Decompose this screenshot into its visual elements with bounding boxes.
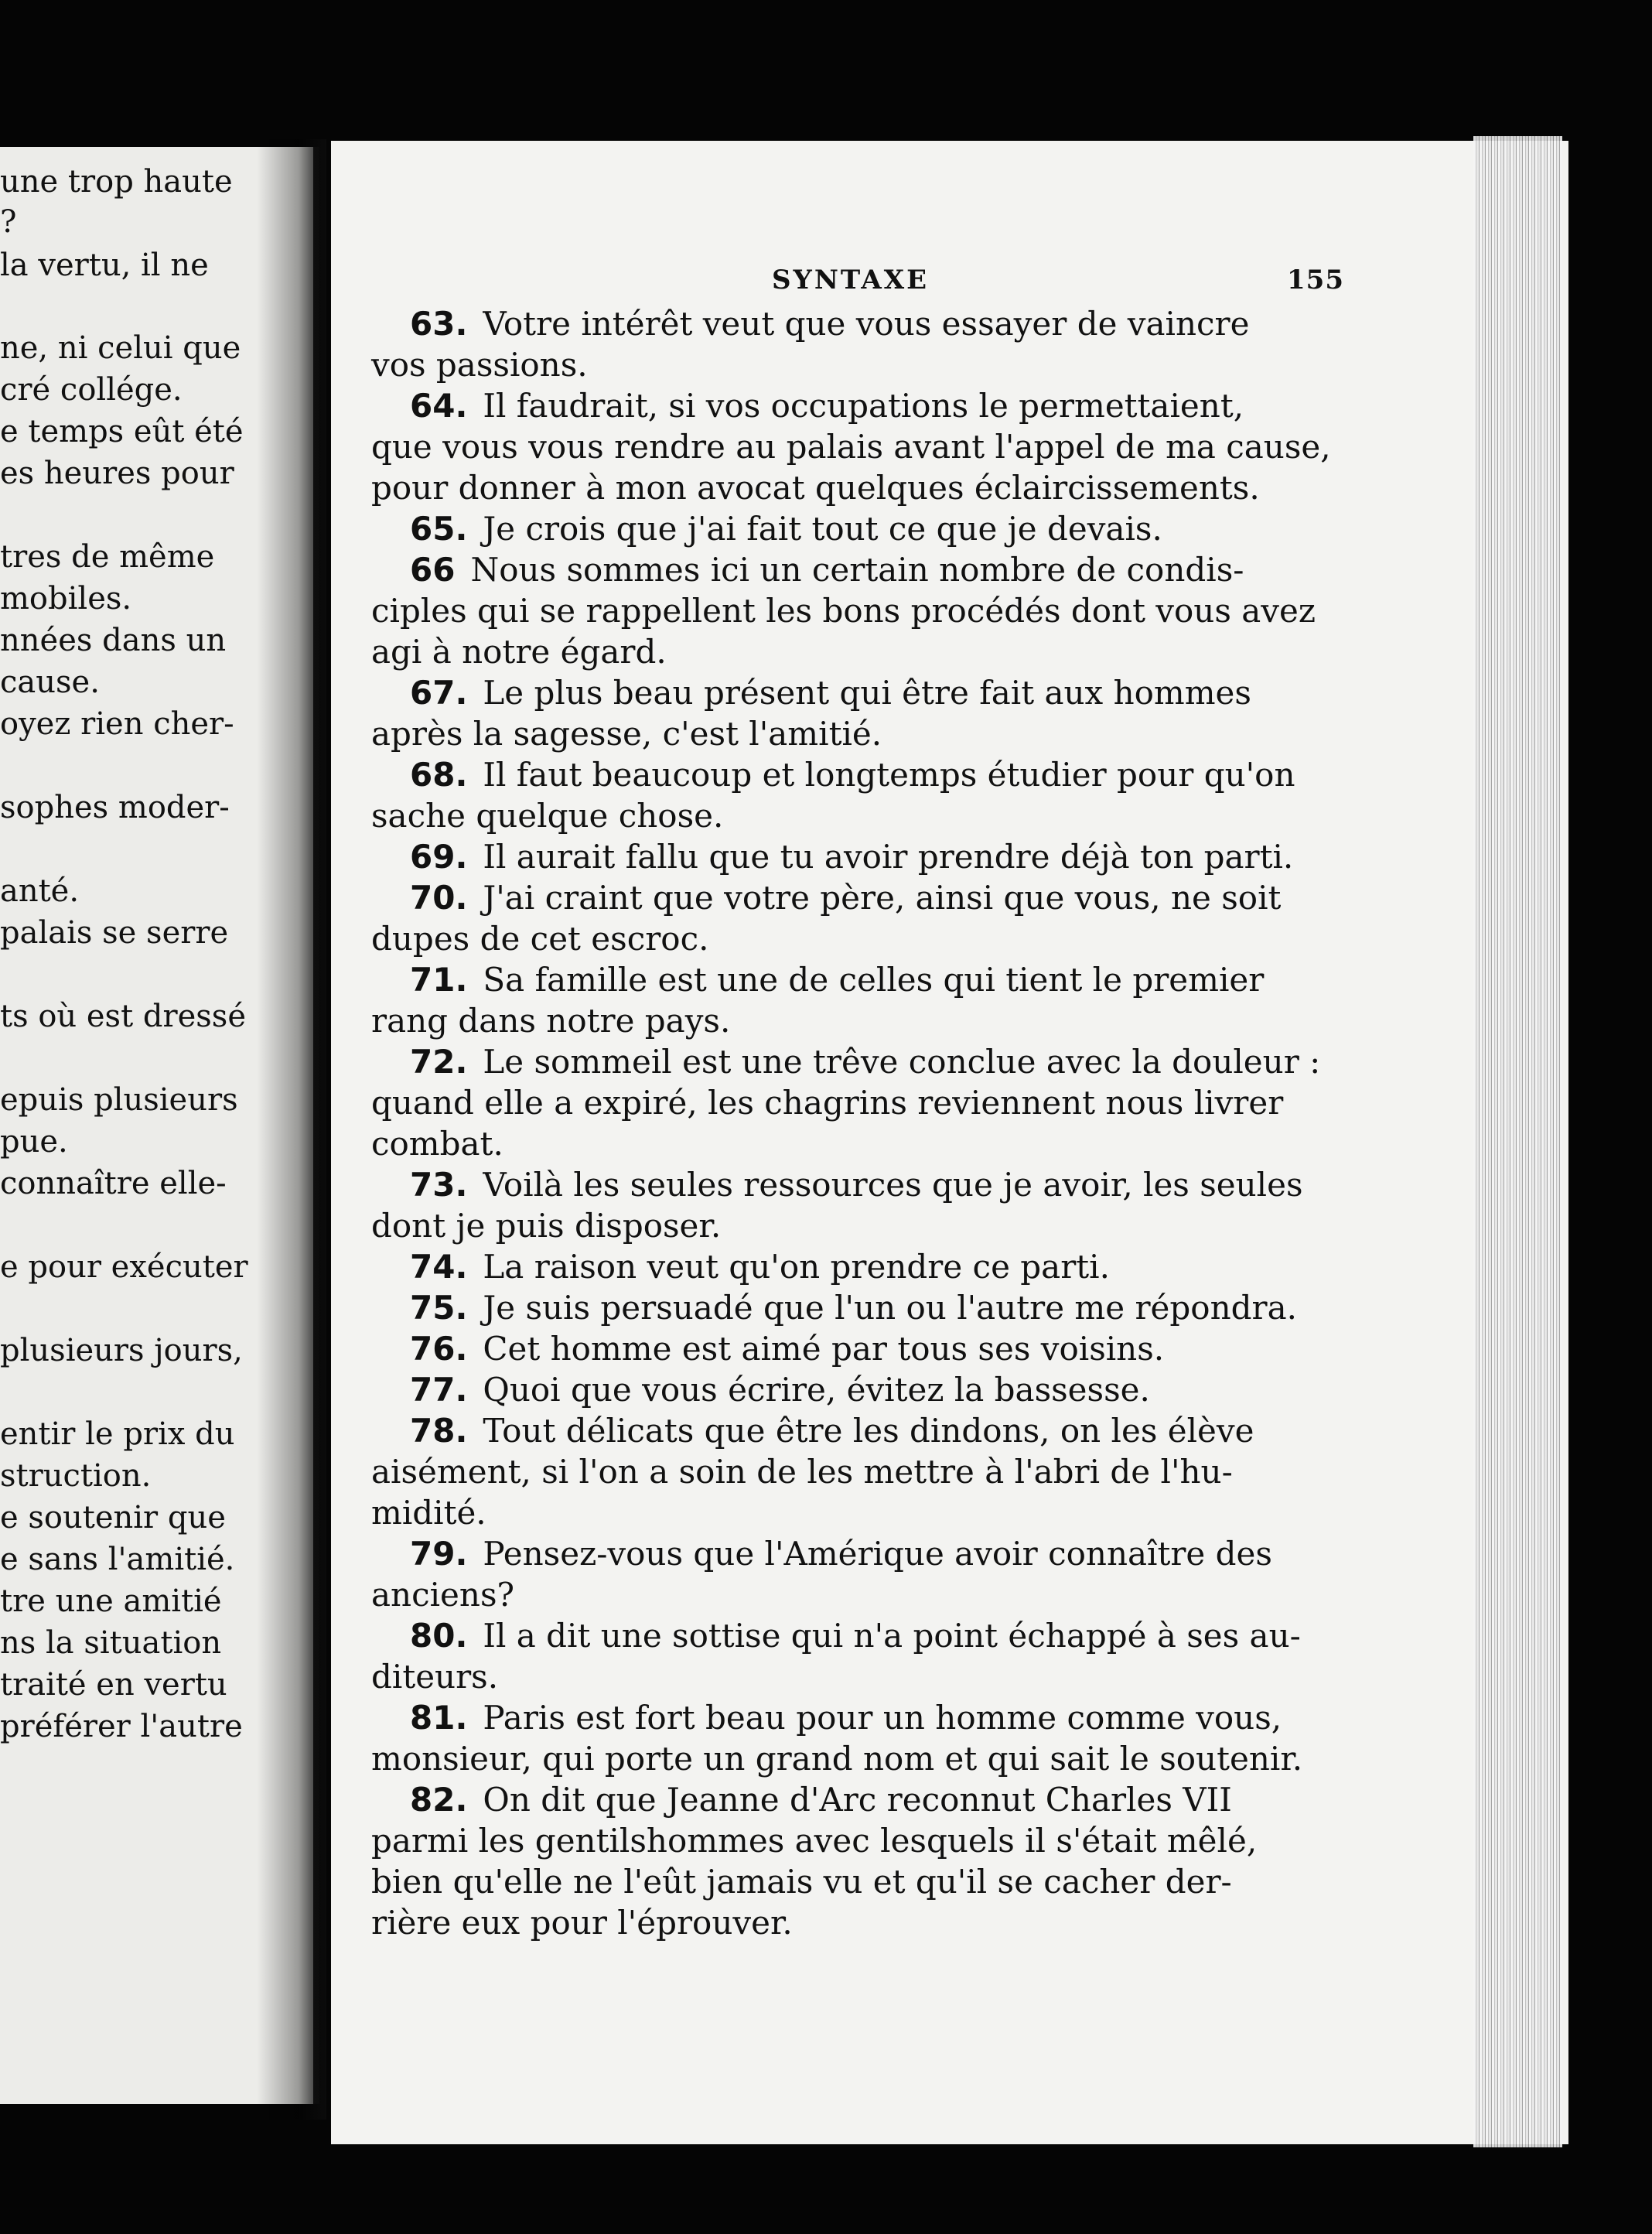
- left-page-line: connaître elle-: [0, 1166, 227, 1201]
- exercise-number: 74.: [410, 1248, 468, 1286]
- left-page-line: epuis plusieurs: [0, 1082, 238, 1118]
- exercise-line: [371, 1861, 1384, 1902]
- exercise-line-start: [371, 508, 1384, 549]
- left-page-line: tres de même: [0, 539, 215, 575]
- left-page-line: oyez rien cher-: [0, 706, 234, 742]
- exercise-text-line: Tout délicats que être les dindons, on les élève: [483, 1412, 1254, 1450]
- left-page-line: la vertu, il ne: [0, 248, 209, 283]
- exercise-number: 66: [410, 551, 456, 589]
- left-page-line: sophes moder-: [0, 790, 230, 825]
- left-page-line: palais se serre: [0, 915, 229, 951]
- page-number: 155: [1287, 265, 1344, 295]
- exercise-line: [371, 1000, 1384, 1041]
- exercise-text: [371, 303, 1384, 1943]
- exercise-line: [371, 1492, 1384, 1533]
- exercise-line: [371, 467, 1384, 508]
- exercise-line-start: [371, 1287, 1384, 1328]
- exercise-line-start: [371, 1615, 1384, 1656]
- left-page-line: struction.: [0, 1458, 152, 1494]
- exercise-line: [371, 1205, 1384, 1246]
- exercise-text-line: Il a dit une sottise qui n'a point échappé à ses au-: [483, 1617, 1301, 1655]
- exercise-text-line: Nous sommes ici un certain nombre de condis-: [470, 551, 1244, 589]
- left-page-line: cause.: [0, 664, 100, 700]
- exercise-line-start: [371, 1697, 1384, 1738]
- running-title: SYNTAXE: [772, 265, 930, 295]
- left-page-line: anté.: [0, 873, 80, 909]
- exercise-text-line: Il aurait fallu que tu avoir prendre déjà ton parti.: [483, 838, 1294, 876]
- exercise-number: 67.: [410, 674, 468, 712]
- left-page-line: traité en vertu: [0, 1667, 227, 1703]
- exercise-line-start: [371, 672, 1384, 713]
- exercise-number: 75.: [410, 1289, 468, 1327]
- exercise-text-line: monsieur, qui porte un grand nom et qui sait le soutenir.: [371, 1740, 1303, 1778]
- exercise-text-line: J'ai craint que votre père, ainsi que vous, ne soit: [483, 879, 1282, 917]
- exercise-number: 76.: [410, 1330, 468, 1368]
- exercise-line-start: [371, 877, 1384, 918]
- left-page-line: tre une amitié: [0, 1583, 222, 1619]
- exercise-text-line: rang dans notre pays.: [371, 1002, 731, 1040]
- left-page-line: ts où est dressé: [0, 999, 246, 1034]
- exercise-text-line: Quoi que vous écrire, évitez la bassesse.: [483, 1371, 1150, 1409]
- exercise-text-line: après la sagesse, c'est l'amitié.: [371, 715, 882, 753]
- exercise-line: [371, 426, 1384, 467]
- exercise-line-start: [371, 1164, 1384, 1205]
- exercise-number: 78.: [410, 1412, 468, 1450]
- page-edge: [1473, 136, 1562, 2147]
- exercise-text-line: Je suis persuadé que l'un ou l'autre me répondra.: [483, 1289, 1297, 1327]
- exercise-line-start: [371, 1246, 1384, 1287]
- exercise-text-line: aisément, si l'on a soin de les mettre à l'abri de l'hu-: [371, 1453, 1233, 1491]
- exercise-number: 72.: [410, 1043, 468, 1081]
- exercise-number: 80.: [410, 1617, 468, 1655]
- exercise-text-line: agi à notre égard.: [371, 633, 667, 671]
- exercise-number: 79.: [410, 1535, 468, 1573]
- exercise-line-start: [371, 1533, 1384, 1574]
- exercise-text-line: Paris est fort beau pour un homme comme vous,: [483, 1699, 1282, 1737]
- left-page-line: e pour exécuter: [0, 1249, 248, 1285]
- exercise-line: [371, 1902, 1384, 1943]
- exercise-line: [371, 1451, 1384, 1492]
- exercise-line-start: [371, 1779, 1384, 1820]
- exercise-text-line: bien qu'elle ne l'eût jamais vu et qu'il se cacher der-: [371, 1863, 1232, 1901]
- exercise-text-line: ciples qui se rappellent les bons procédés dont vous avez: [371, 592, 1316, 630]
- exercise-number: 68.: [410, 756, 468, 794]
- exercise-line: [371, 1574, 1384, 1615]
- exercise-text-line: Cet homme est aimé par tous ses voisins.: [483, 1330, 1165, 1368]
- exercise-text-line: pour donner à mon avocat quelques éclaircissements.: [371, 469, 1260, 507]
- exercise-number: 64.: [410, 387, 468, 425]
- exercise-text-line: Votre intérêt veut que vous essayer de vaincre: [483, 305, 1250, 343]
- exercise-text-line: On dit que Jeanne d'Arc reconnut Charles VII: [483, 1781, 1232, 1819]
- exercise-text-line: Le sommeil est une trêve conclue avec la douleur :: [483, 1043, 1321, 1081]
- exercise-text-line: que vous vous rendre au palais avant l'appel de ma cause,: [371, 428, 1331, 466]
- exercise-number: 70.: [410, 879, 468, 917]
- exercise-text-line: Je crois que j'ai fait tout ce que je devais.: [483, 510, 1162, 548]
- left-page-line: entir le prix du: [0, 1416, 235, 1452]
- exercise-text-line: La raison veut qu'on prendre ce parti.: [483, 1248, 1110, 1286]
- exercise-number: 69.: [410, 838, 468, 876]
- exercise-line: [371, 590, 1384, 631]
- left-page-line: mobiles.: [0, 581, 132, 617]
- exercise-text-line: dont je puis disposer.: [371, 1207, 722, 1245]
- exercise-text-line: midité.: [371, 1494, 486, 1532]
- left-page-line: ns la situation: [0, 1625, 222, 1661]
- exercise-line-start: [371, 303, 1384, 344]
- exercise-text-line: diteurs.: [371, 1658, 499, 1696]
- left-page: [0, 147, 319, 2104]
- exercise-text-line: vos passions.: [371, 346, 588, 384]
- exercise-text-line: Il faut beaucoup et longtemps étudier pour qu'on: [483, 756, 1295, 794]
- exercise-line-start: [371, 836, 1384, 877]
- exercise-number: 65.: [410, 510, 468, 548]
- left-page-line: e temps eût été: [0, 414, 244, 449]
- left-page-line: ?: [0, 204, 17, 240]
- left-page-line: nnées dans un: [0, 623, 227, 658]
- exercise-line: [371, 795, 1384, 836]
- left-page-line: e soutenir que: [0, 1500, 226, 1535]
- exercise-text-line: quand elle a expiré, les chagrins reviennent nous livrer: [371, 1084, 1284, 1122]
- exercise-text-line: Il faudrait, si vos occupations le permettaient,: [483, 387, 1244, 425]
- exercise-line: [371, 1123, 1384, 1164]
- exercise-line: [371, 1820, 1384, 1861]
- exercise-line-start: [371, 385, 1384, 426]
- exercise-number: 82.: [410, 1781, 468, 1819]
- exercise-line: [371, 344, 1384, 385]
- exercise-number: 63.: [410, 305, 468, 343]
- exercise-number: 73.: [410, 1166, 468, 1204]
- exercise-text-line: parmi les gentilshommes avec lesquels il s'était mêlé,: [371, 1822, 1258, 1860]
- exercise-line-start: [371, 1410, 1384, 1451]
- left-page-line: pue.: [0, 1124, 68, 1160]
- exercise-line: [371, 1656, 1384, 1697]
- left-page-line: es heures pour: [0, 456, 234, 491]
- exercise-line: [371, 1082, 1384, 1123]
- exercise-line: [371, 713, 1384, 754]
- exercise-text-line: Pensez-vous que l'Amérique avoir connaître des: [483, 1535, 1272, 1573]
- exercise-line-start: [371, 1328, 1384, 1369]
- running-head: [331, 265, 1344, 303]
- exercise-line: [371, 918, 1384, 959]
- exercise-line: [371, 631, 1384, 672]
- left-page-line: ne, ni celui que: [0, 330, 241, 366]
- exercise-text-line: sache quelque chose.: [371, 797, 724, 835]
- exercise-line: [371, 1738, 1384, 1779]
- left-page-line: cré collége.: [0, 372, 183, 408]
- left-page-line: une trop haute: [0, 164, 233, 200]
- left-page-line: plusieurs jours,: [0, 1333, 243, 1368]
- exercise-text-line: dupes de cet escroc.: [371, 920, 709, 958]
- exercise-text-line: anciens?: [371, 1576, 515, 1614]
- exercise-number: 77.: [410, 1371, 468, 1409]
- exercise-number: 81.: [410, 1699, 468, 1737]
- exercise-line-start: [371, 549, 1384, 590]
- exercise-line-start: [371, 1041, 1384, 1082]
- exercise-text-line: combat.: [371, 1125, 503, 1163]
- exercise-text-line: Sa famille est une de celles qui tient le premier: [483, 961, 1265, 999]
- left-page-line: préférer l'autre: [0, 1709, 243, 1744]
- exercise-text-line: rière eux pour l'éprouver.: [371, 1904, 793, 1942]
- left-page-line: e sans l'amitié.: [0, 1542, 235, 1577]
- exercise-line-start: [371, 1369, 1384, 1410]
- exercise-line-start: [371, 959, 1384, 1000]
- exercise-text-line: Le plus beau présent qui être fait aux hommes: [483, 674, 1251, 712]
- exercise-text-line: Voilà les seules ressources que je avoir, les seules: [483, 1166, 1303, 1204]
- exercise-number: 71.: [410, 961, 468, 999]
- right-page: [331, 141, 1568, 2144]
- exercise-line-start: [371, 754, 1384, 795]
